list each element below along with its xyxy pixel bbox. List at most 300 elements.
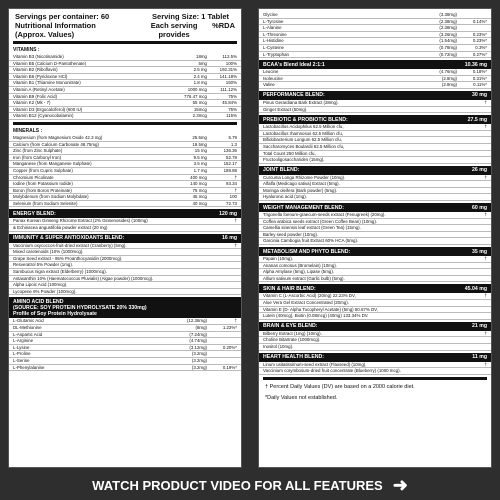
ingredient-name: Vaccinium oxycoccos-fruit-dried extract (Cranberry) (5mg).: [13, 242, 127, 248]
ingredient-amount: 2.3mcg: [192, 113, 207, 119]
heart-blend-bar: [259, 353, 491, 362]
ingredient-amount: 15 mg: [194, 148, 207, 154]
ingredient-amount: 18mg: [196, 54, 207, 59]
ingredient-name: L-Tryptophan: [263, 51, 289, 57]
bcaa-blend-amount: 10.36 mg: [464, 61, 487, 68]
weight-blend-title: WEIGHT MANAGEMENT BLEND:: [263, 204, 344, 211]
ingredient-name: L-Cysteine: [263, 44, 284, 50]
ingredient-name: Vaccinium corymbosum-dried fruit concentrate (Blueberry) (1000 mcg).: [263, 368, 401, 374]
ingredient-rda: 0.31%*: [472, 75, 487, 81]
ingredient-row: [9, 148, 241, 155]
ingredient-rda: [457, 188, 487, 194]
ingredient-rda: [457, 157, 487, 163]
amino-blend-source: (SOURCE: SOY PROTEIN HYDROLYSATE 20% 330mg): [13, 304, 147, 311]
ingredient-rda: [457, 144, 487, 150]
ingredient-amount: [419, 131, 457, 137]
ingredient-amount: 40 mcg: [192, 200, 207, 206]
ingredient-rda: †: [484, 293, 487, 299]
ingredient-row: [9, 87, 241, 94]
ingredient-name: Panax Korean Ginseng Rhizome Extract (2% Ginsenosides) (100mg): [13, 218, 148, 224]
ingredient-name: Vitamin B2 (Riboflavin): [13, 67, 58, 73]
ingredient-amount: [419, 188, 457, 194]
ingredient-name: Valine: [263, 82, 275, 88]
ingredient-amount: [419, 137, 457, 143]
ingredient-row: [259, 225, 491, 232]
ingredient-rda: [457, 225, 487, 231]
ingredient-rda: [457, 219, 487, 225]
ingredient-name: Mixed carotenoids (10% (1000mcg).: [13, 249, 84, 255]
ingredient-name: Molybdenum (from Sodium Molybdate): [13, 194, 89, 200]
ingredient-rda: [207, 358, 237, 364]
ingredient-row: [9, 282, 241, 289]
ingredient-amount: (8mg): [195, 325, 207, 330]
ingredient-rda: †: [484, 99, 487, 105]
skin-blend-bar: [259, 284, 491, 293]
ingredient-amount: 400 mcg: [190, 174, 207, 180]
ingredient-rda: 1.23%*: [222, 325, 237, 330]
ingredient-rda: 0.3%*: [475, 44, 487, 50]
ingredient-name: Choline Bitartrate (1000mcg).: [263, 337, 321, 343]
ingredient-rda: [207, 262, 237, 268]
ingredient-name: Resveratrol 5% Powder (1mg).: [13, 262, 74, 268]
ingredient-rda: 100: [229, 194, 237, 200]
weight-list: [259, 212, 491, 245]
ingredient-rda: [457, 238, 487, 244]
ingredient-name: Copper (from Cupric Sulphate): [13, 167, 73, 173]
amino-acids-continued-list: [259, 12, 491, 58]
ingredient-name: Vitamin K2 (Mk - 7): [13, 100, 51, 106]
ingredient-name: Vitamin B12 (Cyanocobalamin): [13, 113, 74, 119]
ingredient-row: [9, 181, 241, 188]
ingredient-amount: [419, 307, 457, 313]
ingredient-amount: 75 mcg: [192, 187, 207, 193]
ingredient-row: [9, 218, 241, 225]
ingredient-amount: (4.74mg): [189, 338, 207, 344]
ingredient-row: [259, 12, 491, 19]
ingredient-name: Magnesium (from Magnesium Oxide 42.3 mg): [13, 134, 103, 140]
skin-list: [259, 293, 491, 319]
ingredient-name: Camellia sinensis leaf extract (Green Tea) (15mg).: [263, 225, 361, 231]
ingredient-rda: 112.5%: [222, 54, 237, 59]
ingredient-row: [259, 344, 491, 351]
ingredient-name: Moringa oleifera (Bark powder) (5mg).: [263, 187, 338, 193]
ingredient-row: [259, 25, 491, 32]
ingredient-row: [259, 368, 491, 375]
ingredient-row: [259, 263, 491, 270]
joint-list: [259, 175, 491, 201]
ingredient-row: [259, 19, 491, 26]
prebiotic-blend-amount: 27.5 mg: [467, 116, 487, 123]
ingredient-row: [259, 194, 491, 201]
ingredient-name: Garcinia Cambogia fruit Extract 60% HCA (5mg).: [263, 238, 359, 244]
ingredient-rda: †: [484, 330, 487, 336]
ingredient-name: Leucine: [263, 69, 279, 75]
ingredient-amount: [419, 219, 457, 225]
ingredient-rda: †: [234, 218, 237, 224]
ingredient-rda: [457, 276, 487, 282]
ingredient-row: [259, 212, 491, 219]
ingredient-name: Lutein (40mcg), Biotin (0.08mcg) (40mg) 133.34% DV.: [263, 313, 369, 319]
ingredient-name: Saccharomyces Boulardii 62.5 Million cfu,: [263, 143, 345, 149]
ingredient-name: Total Count 250 Million cfu,: [263, 150, 316, 156]
ingredient-row: [9, 262, 241, 269]
ingredient-name: Vitamin B1 (Thiamine Mononitrate): [13, 80, 81, 86]
bcaa-blend-title: BCAA's Blend Ideal 2:1:1: [263, 61, 325, 68]
ingredient-name: Sambucus nigra extract (Elderberry) (1000mcg).: [13, 269, 107, 275]
ingredient-name: L-Serine: [13, 357, 30, 363]
ingredient-name: Vitamin B9 (Folic Acid): [13, 93, 58, 99]
ingredient-name: Zinc (from Zinc Sulphate): [13, 148, 63, 154]
ingredient-name: Hyaluronic acid (1mg).: [263, 194, 307, 200]
ingredient-name: Coffea arabica seeds extract (Green Coffee Bean) (10mg).: [263, 218, 378, 224]
ingredient-amount: (3.38mg): [439, 12, 457, 17]
ingredient-row: [9, 135, 241, 142]
ingredient-row: [259, 151, 491, 158]
ingredient-row: [259, 331, 491, 338]
ingredient-name: L-Lysine: [13, 344, 30, 350]
ingredient-rda: 1.3: [230, 141, 237, 147]
ingredient-name: Fructooligosaccharides (15mg).: [263, 157, 325, 163]
ingredient-name: Glycine: [263, 12, 278, 17]
ingredient-amount: [419, 331, 457, 337]
ingredient-row: [259, 307, 491, 314]
ingredient-row: [9, 289, 241, 296]
ingredient-rda: [207, 225, 237, 231]
ingredient-row: [9, 175, 241, 182]
ingredient-name: Vitamin C (L-Ascorbic Acid) (20mg) 22.23% DV,: [263, 293, 356, 299]
ingredient-amount: [419, 157, 457, 163]
ingredient-row: [259, 276, 491, 283]
ingredient-name: L-Phenylalanine: [13, 364, 45, 370]
ingredient-row: [259, 175, 491, 182]
ingredient-rda: [207, 269, 237, 275]
ingredient-row: [9, 61, 241, 68]
ingredient-amount: [419, 256, 457, 262]
ingredient-name: Selenium (from Sodium Selenite): [13, 200, 78, 206]
joint-blend-title: JOINT BLEND:: [263, 167, 300, 174]
ingredient-row: [9, 345, 241, 352]
divider: [263, 377, 487, 380]
left-label-panel: [8, 8, 242, 468]
ingredient-row: [9, 338, 241, 345]
ingredient-rda: †: [234, 174, 237, 180]
ingredient-amount: [419, 107, 457, 113]
brain-list: [259, 331, 491, 351]
ingredient-rda: [457, 269, 487, 275]
ingredient-name: L-Threonine: [263, 31, 287, 37]
ingredient-amount: [419, 124, 457, 130]
ingredient-row: [9, 225, 241, 232]
ingredient-name: Pinus Gerardiana Bark Extract (28mg).: [263, 99, 339, 105]
ingredient-row: [259, 300, 491, 307]
ingredient-amount: 1.8 mg: [193, 80, 207, 86]
brain-blend-bar: [259, 322, 491, 331]
amino-blend-profile: Profile of Soy Protein Hydrolysate: [13, 310, 97, 317]
ingredient-rda: 0.23%*: [472, 31, 487, 37]
ingredient-amount: (12.36mg): [186, 318, 207, 324]
ingredient-name: Bilberry Extract (1mg) (10mg).: [263, 330, 322, 336]
ingredient-amount: [419, 337, 457, 343]
ingredient-rda: 0.27%*: [472, 51, 487, 57]
ingredient-row: [9, 325, 241, 332]
ingredient-row: [259, 137, 491, 144]
ingredient-row: [259, 157, 491, 164]
ingredient-amount: (1.54mg): [439, 38, 457, 44]
ingredient-rda: [457, 131, 487, 137]
divider: [13, 122, 237, 125]
ingredient-amount: [169, 218, 207, 224]
ingredient-name: L-Proline: [13, 351, 31, 357]
performance-blend-title: PERFORMANCE BLEND:: [263, 92, 325, 99]
servings-per-container: Servings per container: 60: [15, 12, 110, 21]
ingredient-name: Vitamin B3 (Nicotinamide): [13, 54, 64, 59]
ingredient-name: Alpha Lipoic Acid (100mcg).: [13, 282, 68, 288]
ingredient-row: [259, 38, 491, 45]
ingredient-name: Curcuma Longa Rhizome Powder (10mg).: [263, 174, 346, 180]
ingredient-amount: [419, 238, 457, 244]
performance-blend-bar: [259, 91, 491, 100]
ingredient-rda: [457, 181, 487, 187]
ingredient-row: [259, 100, 491, 107]
ingredient-row: [259, 45, 491, 52]
ingredient-name: & Echinacea angustifolia powder extract (20 mg): [13, 225, 108, 231]
ingredient-name: L-Tyrosine: [263, 18, 284, 24]
ingredient-row: [259, 124, 491, 131]
ingredient-rda: 136.36: [223, 148, 237, 154]
ingredient-rda: †: [484, 361, 487, 367]
ingredient-name: Allium sativum extract (Garlic bulb) (5mg).: [263, 275, 345, 281]
ingredient-rda: [457, 307, 487, 313]
ingredient-rda: 188.88: [223, 167, 237, 173]
ingredient-row: [9, 365, 241, 372]
ingredient-amount: [169, 282, 207, 288]
ingredient-amount: [419, 181, 457, 187]
ingredient-amount: 2.5 mg: [193, 67, 207, 73]
ingredient-amount: 55 mcg: [192, 100, 207, 106]
ingredient-name: L-Alanine: [263, 25, 282, 31]
ingredient-amount: 1000 mcg: [187, 86, 207, 92]
amino-acids-list: [9, 318, 241, 371]
ingredient-name: DL-Methionine: [13, 325, 42, 330]
ingredient-row: [9, 269, 241, 276]
ingredient-name: Manganese (from Manganese Sulphate): [13, 161, 92, 167]
ingredient-name: Iodine (from Potassium Iodide): [13, 181, 73, 187]
ingredient-rda: 45.84%: [222, 100, 237, 106]
ingredient-rda: †: [234, 318, 237, 324]
ingredient-amount: (7.24mg): [189, 331, 207, 337]
skin-blend-title: SKIN & HAIR BLEND:: [263, 285, 316, 292]
ingredient-row: [9, 168, 241, 175]
ingredient-rda: [457, 107, 487, 113]
ingredient-row: [259, 131, 491, 138]
ingredient-name: Bifidobacterium Longum 62.5 Million cfu,: [263, 137, 343, 143]
ingredient-amount: [419, 151, 457, 157]
ingredient-row: [259, 232, 491, 239]
heart-blend-title: HEART HEALTH BLEND:: [263, 354, 324, 361]
ingredient-name: Lactobacillus Acidophilus 62.5 Million cfu,: [263, 124, 344, 130]
ingredient-rda: [457, 313, 487, 319]
ingredient-name: Vitamin E (D- Alpha Tocopheryl Acetate) (5mg) 50.67% DV,: [263, 306, 378, 312]
ingredient-rda: †: [234, 187, 237, 193]
metabolism-blend-amount: 35 mg: [472, 248, 487, 255]
watch-video-banner[interactable]: [0, 470, 500, 500]
ingredient-rda: [457, 344, 487, 350]
each-serving-header: Each serving provides: [150, 21, 198, 39]
ingredient-rda: 93.34: [226, 181, 237, 187]
ingredient-row: [9, 107, 241, 114]
ingredient-row: [259, 188, 491, 195]
ingredient-amount: [419, 194, 457, 200]
ingredient-name: Barley seed powder (10mg).: [263, 231, 319, 237]
ingredient-amount: [419, 175, 457, 181]
ingredient-amount: [169, 256, 207, 262]
ingredient-rda: 75%: [228, 93, 237, 99]
ingredient-rda: 5.79: [228, 134, 237, 140]
metabolism-blend-bar: [259, 247, 491, 256]
ingredient-rda: [207, 338, 237, 344]
ingredient-amount: [419, 232, 457, 238]
ingredient-amount: [169, 289, 207, 295]
prebiotic-blend-bar: [259, 115, 491, 124]
ingredient-row: [9, 201, 241, 208]
ingredient-rda: 0.20%*: [222, 344, 237, 350]
ingredient-name: Alpha Amylase (5mg), Lipase (5mg).: [263, 269, 335, 275]
ingredient-row: [259, 313, 491, 320]
ingredient-row: [259, 337, 491, 344]
metabolism-list: [259, 256, 491, 282]
ingredient-rda: †: [234, 242, 237, 248]
ingredient-row: [9, 67, 241, 74]
ingredient-amount: (0.78mg): [439, 44, 457, 50]
ingredient-name: Papain (10mg).: [263, 256, 294, 262]
ingredient-row: [9, 332, 241, 339]
ingredient-rda: [457, 194, 487, 200]
serving-size: Serving Size: 1 Tablet: [152, 12, 230, 21]
ingredient-name: Chromium Picolinate: [13, 174, 54, 180]
ingredient-rda: 0.14%*: [472, 18, 487, 24]
weight-blend-amount: 60 mg: [472, 204, 487, 211]
ingredient-name: Lactobacillus rhamnosus 62.5 Million cfu,: [263, 130, 344, 136]
ingredient-amount: 1.7 mg: [193, 167, 207, 173]
ingredient-rda: 192.31%: [219, 67, 237, 73]
ingredient-amount: (3.12mg): [189, 344, 207, 350]
arrow-right-icon[interactable]: ➜: [392, 474, 408, 495]
immunity-blend-bar: [9, 234, 241, 243]
ingredient-amount: [169, 276, 207, 282]
ingredient-row: [9, 94, 241, 101]
ingredient-rda: [207, 276, 237, 282]
ingredient-rda: [207, 289, 237, 295]
ingredient-amount: (4.76mg): [439, 69, 457, 75]
ingredient-amount: (2.38mg): [439, 25, 457, 31]
watch-video-label[interactable]: WATCH PRODUCT VIDEO FOR ALL FEATURES: [92, 477, 383, 493]
ingredient-amount: (2.8mg): [441, 75, 457, 81]
ingredient-rda: †: [484, 174, 487, 180]
ingredient-row: [9, 243, 241, 250]
ingredient-name: Linum usitatissimum-seed extract (Flaxseed) (10mg).: [263, 361, 367, 367]
ingredient-amount: 2.4 mg: [193, 73, 207, 79]
ingredient-amount: 15mcg: [193, 106, 207, 112]
brain-blend-title: BRAIN & EYE BLEND:: [263, 323, 318, 330]
divider: [13, 41, 237, 44]
energy-blend-list: [9, 218, 241, 231]
ingredient-amount: 45 mcg: [192, 194, 207, 200]
ingredient-amount: (3.2mg): [191, 357, 207, 363]
ingredient-amount: (2.38mg): [439, 18, 457, 24]
ingredient-name: Ananas comosus (Bromelain) (10mg).: [263, 262, 337, 268]
ingredient-row: [259, 144, 491, 151]
ingredient-row: [9, 256, 241, 263]
ingredient-row: [9, 113, 241, 120]
ingredient-amount: [169, 243, 207, 249]
ingredient-rda: 152.17: [223, 161, 237, 167]
ingredient-rda: [207, 256, 237, 262]
ingredient-rda: [457, 232, 487, 238]
ingredient-amount: [419, 293, 457, 299]
ingredient-row: [9, 155, 241, 162]
ingredient-row: [9, 74, 241, 81]
ingredient-rda: [207, 282, 237, 288]
energy-blend-amount: 120 mg: [219, 210, 237, 217]
performance-list: [259, 100, 491, 113]
ingredient-amount: 19.5mg: [192, 141, 207, 147]
ingredient-row: [9, 351, 241, 358]
ingredient-row: [259, 76, 491, 83]
amino-blend-bar: [9, 297, 241, 318]
ingredient-name: L-Arginine: [13, 338, 34, 344]
ingredient-amount: (0.72mg): [439, 51, 457, 57]
skin-blend-amount: 45.04 mg: [464, 285, 487, 292]
heart-list: [259, 362, 491, 375]
immunity-blend-list: [9, 243, 241, 296]
joint-blend-bar: [259, 166, 491, 175]
ingredient-name: Vitamin B5 (Calcium D-Pantothenate): [13, 60, 87, 66]
immunity-blend-amount: 16 mg: [222, 235, 237, 242]
ingredient-amount: [419, 362, 457, 368]
rda-header: %RDA: [212, 21, 235, 30]
ingredient-rda: [457, 368, 487, 374]
metabolism-blend-title: METABOLISM AND PHYTO BLEND:: [263, 248, 351, 255]
footnote-not-established: *Daily Values not established.: [265, 394, 338, 401]
energy-blend-title: ENERGY BLEND:: [13, 210, 56, 217]
ingredient-rda: †: [484, 212, 487, 218]
ingredient-name: L-Glutamic Acid: [13, 318, 44, 324]
ingredient-rda: 0.11%*: [473, 82, 487, 88]
bcaa-list: [259, 69, 491, 89]
ingredient-name: Vitamin B6 (Pyridoxine HCl): [13, 73, 68, 79]
ingredient-rda: [457, 151, 487, 157]
serving-header: [9, 9, 241, 39]
ingredient-amount: [419, 269, 457, 275]
ingredient-row: [9, 188, 241, 195]
ingredient-row: [259, 293, 491, 300]
ingredient-amount: [419, 368, 457, 374]
ingredient-rda: 141.18%: [219, 73, 237, 79]
prebiotic-blend-title: PREBIOTIC & PROBIOTIC BLEND:: [263, 116, 348, 123]
ingredient-rda: 75%: [228, 106, 237, 112]
ingredient-rda: †: [484, 124, 487, 130]
ingredient-amount: (3.26mg): [439, 31, 457, 37]
ingredient-row: [9, 194, 241, 201]
weight-blend-bar: [259, 203, 491, 212]
footnote-dv: † Percent Daily Values (DV) are based on a 2000 calorie diet.: [265, 383, 415, 390]
ingredient-amount: [419, 144, 457, 150]
ingredient-row: [9, 80, 241, 87]
ingredient-rda: [457, 12, 487, 18]
ingredient-name: L-Histidine: [263, 38, 284, 44]
ingredient-rda: 52.78: [226, 154, 237, 160]
prebiotic-list: [259, 124, 491, 164]
